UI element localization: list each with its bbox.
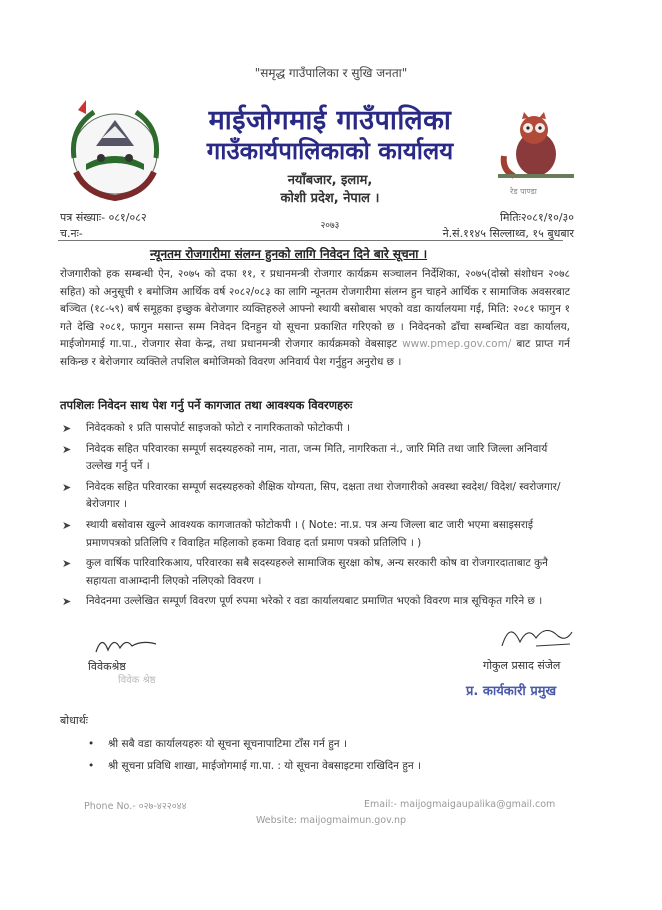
right-signatory-name: गोकुल प्रसाद संजेल [483,659,561,672]
right-signatory-title-stamp: प्र. कार्यकारी प्रमुख [466,684,557,699]
list-item [88,733,568,755]
list-item [60,441,572,476]
body-text-part-1: रोजगारीको हक सम्बन्धी ऐन, २०७५ को दफा ११, र प्रधानमन्त्री रोजगार कार्यक्रम सञ्चालन निर्देशिका, २०७५(दोस्रो संशोधन २०७८ सहित) को अनुसूची १ बमोजिम आर्थिक वर्ष २०८२/०८३ का लागि न्यूनतम रोजगारीमा संलग्न हुन चाहने आर्थिक र सामाजिक अवसरबाट बञ्चित (१८-५९) बर्ष समूहका इच्छुक बेरोजगार व्यक्तिहरुले आफ्नो स्थायी बसोबास भएको वडा कार्यालयमा गई, मिति: २०८१ फागुन १ गते देखि २०८१, फागुन मसान्त सम्म निवेदन दिनहुन यो सूचना प्रकाशित गरिएको छ । निवेदनको ढाँचा सम्बन्धित वडा कार्यालय, माईजोगमाई गा.पा., रोजगार सेवा केन्द्र, तथा प्रधानमन्त्री रोजगार कार्यक्रमको वेबसाइट [60,268,570,351]
established-year: २०७३ [320,221,340,231]
requirement-text: निवेदकको १ प्रति पासपोर्ट साइजको फोटो र नागरिकताको फोटोकपी । [86,422,350,434]
arrow-bullet-icon: ➤ [62,442,72,456]
bodhartha-text: श्री सबै वडा कार्यालयहरुः यो सूचना सूचनापाटिमा टाँस गर्न हुन । [108,738,347,750]
right-logo-caption: रेड पाण्डा [510,187,537,196]
nepal-sambat-date: ने.सं.११४५ सिल्लाथ्व, १५ बुधबार [442,227,574,240]
list-item [88,755,568,777]
footer-website[interactable]: Website: maijogmaimun.gov.np [255,815,407,826]
bodhartha-list [88,733,568,777]
address-line-1: नयाँबजार, इलाम, [287,173,373,188]
requirement-text: कुल वार्षिक पारिवारिकआय, परिवारका सबै सदस्यहरुले सामाजिक सुरक्षा कोष, अन्य सरकारी कोष वा रोजगारदाताबाट कुनै सहायता वाआम्दानी लिएको नलिएको विवरण । [86,557,548,587]
list-item [60,479,572,514]
right-signature-scribble [496,616,576,656]
footer-phone: Phone No.- ०२७-४२२०४४ [84,801,187,812]
dispatch-number: च.नः- [60,227,83,240]
notice-subject: न्यूनतम रोजगारीमा संलग्न हुनको लागि निवेदन दिने बारे सूचना । [150,247,428,261]
requirement-text: निवेदनमा उल्लेखित सम्पूर्ण विवरण पूर्ण रुपमा भरेको र वडा कार्यालयबाट प्रमाणित भएको विवरण मात्र सूचिकृत गरिने छ । [86,595,543,608]
requirements-list [60,420,572,614]
requirement-text: निवेदक सहित परिवारका सम्पूर्ण सदस्यहरुको शैक्षिक योग्यता, सिप, दक्षता तथा रोजगारीको अवस्था स्वदेश/ विदेश/ स्वरोजगार/ बेरोजगार । [86,480,561,511]
bullet-dot-icon: • [88,760,95,772]
requirement-text: निवेदक सहित परिवारका सम्पूर्ण सदस्यहरुको नाम, नाता, जन्म मिति, नागरिकता नं., जारि मिति तथा जारि जिल्ला अनिवार्य उल्लेख गर्नु पर्ने । [86,442,548,473]
address-line-2: कोशी प्रदेश, नेपाल । [280,191,380,206]
municipality-title: माईजोगमाई गाउँपालिका [208,105,452,136]
arrow-bullet-icon: ➤ [62,518,72,532]
office-title: गाउँकार्यपालिकाको कार्यालय [206,137,454,165]
footer-email[interactable]: Email:- maijogmaigaupalika@gmail.com [364,799,556,810]
left-signatory-title: विवेक श्रेष्ठ [118,675,156,686]
list-item [60,517,572,552]
pmep-website-link[interactable]: www.pmep.gov.com/ [402,338,512,351]
list-item [60,593,572,611]
requirements-heading: तपशिलः निवेदन साथ पेश गर्नु पर्ने कागजात तथा आवश्यक विवरणहरुः [60,398,353,412]
bullet-dot-icon: • [88,738,95,750]
motto: "समृद्ध गाउँपालिका र सुखि जनता" [254,66,408,80]
bodhartha-label: बोधार्थः [60,714,88,727]
arrow-bullet-icon: ➤ [62,557,72,571]
header-divider [58,240,563,241]
requirement-text: स्थायी बसोवास खुल्ने आवश्यक कागजातको फोटोकपी । ( Note: ना.प्र. पत्र अन्य जिल्ला बाट जारी भएमा बसाइसराई प्रमाणपत्रको प्रतिलिपि र विवाहित महिलाको हकमा विवाह दर्ता प्रमाण पत्रको प्रतिलिपि । ) [86,518,534,549]
bodhartha-text: श्री सूचना प्रविधि शाखा, माईजोगमाई गा.पा. : यो सूचना वेबसाइटमा राखिदिन हुन । [108,760,422,772]
left-signature-scribble [92,630,162,658]
list-item [60,420,572,438]
left-signatory-name: विवेकश्रेष्ठ [88,660,126,673]
notice-body [60,266,570,372]
arrow-bullet-icon: ➤ [62,595,72,609]
list-item [60,555,572,590]
reference-number: पत्र संख्याः- ०८१/०८२ [60,211,147,224]
letter-date: मितिः२०८१/१०/३० [500,211,574,224]
body-text-part-2: बाट प्राप्त गर्न सकिन्छ र बेरोजगार व्यक्तिले तपशिल बमोजिमको विवरण अनिवार्य पेश गर्नुहुन अनुरोध छ । [60,338,570,368]
arrow-bullet-icon: ➤ [62,480,72,494]
arrow-bullet-icon: ➤ [62,422,72,435]
